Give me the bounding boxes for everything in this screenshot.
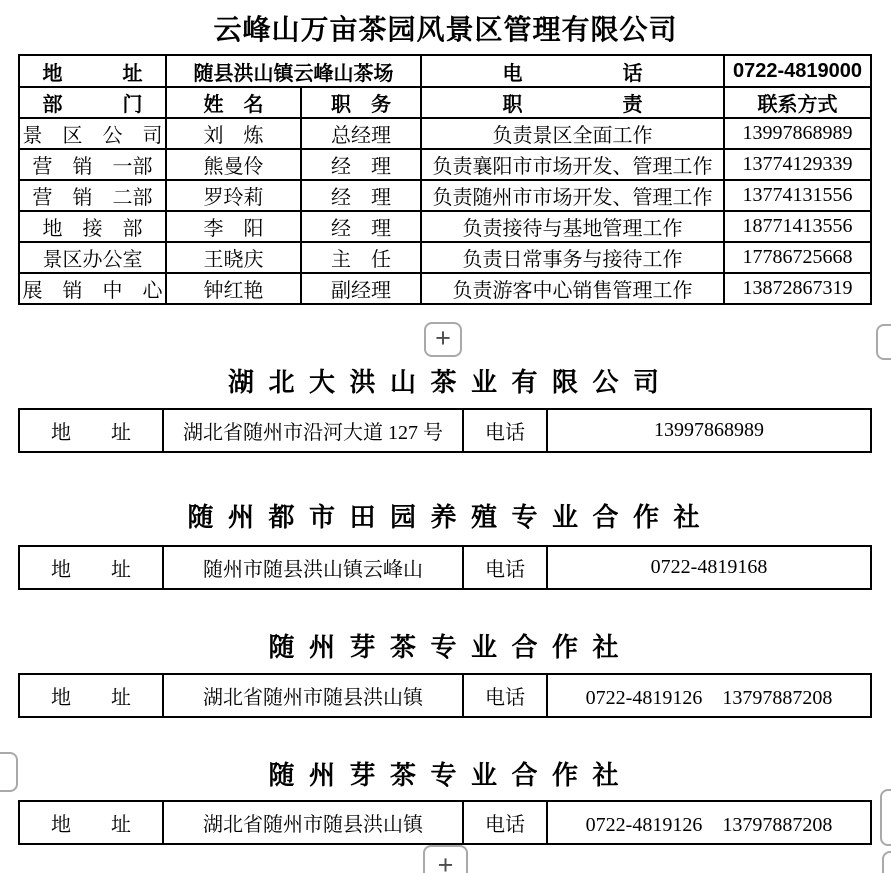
table-row bbox=[19, 409, 871, 452]
insert-button-partial-right-middle[interactable] bbox=[880, 789, 891, 846]
cell-address-value[interactable]: 随州市随县洪山镇云峰山 bbox=[163, 546, 463, 589]
cell-phone[interactable]: 17786725668 bbox=[724, 242, 871, 273]
cell-name[interactable]: 王晓庆 bbox=[166, 242, 301, 273]
cell-position[interactable]: 经 理 bbox=[301, 211, 421, 242]
cell-phone-label[interactable]: 电话 bbox=[463, 801, 547, 844]
header-contact[interactable]: 联系方式 bbox=[724, 87, 871, 118]
table-row bbox=[19, 273, 871, 304]
cell-phone[interactable]: 13774129339 bbox=[724, 149, 871, 180]
cell-phone-value[interactable]: 0722-4819126 13797887208 bbox=[547, 674, 871, 717]
cell-name[interactable]: 钟红艳 bbox=[166, 273, 301, 304]
cell-name[interactable]: 李 阳 bbox=[166, 211, 301, 242]
cell-duty[interactable]: 负责襄阳市市场开发、管理工作 bbox=[421, 149, 724, 180]
cell-address-label[interactable]: 地 址 bbox=[19, 55, 166, 87]
cell-dept[interactable]: 景 区 公 司 bbox=[19, 118, 166, 149]
cell-phone-value[interactable]: 13997868989 bbox=[547, 409, 871, 452]
cell-phone-value[interactable]: 0722-4819126 13797887208 bbox=[547, 801, 871, 844]
cell-dept[interactable]: 地 接 部 bbox=[19, 211, 166, 242]
section1-title: 云峰山万亩茶园风景区管理有限公司 bbox=[213, 15, 678, 46]
cell-duty[interactable]: 负责随州市市场开发、管理工作 bbox=[421, 180, 724, 211]
cell-phone-label[interactable]: 电话 bbox=[463, 674, 547, 717]
company2-contact-table bbox=[18, 408, 872, 453]
cell-phone[interactable]: 18771413556 bbox=[724, 211, 871, 242]
table-row bbox=[19, 149, 871, 180]
cell-phone[interactable]: 13997868989 bbox=[724, 118, 871, 149]
table-row bbox=[19, 546, 871, 589]
cell-duty[interactable]: 负责游客中心销售管理工作 bbox=[421, 273, 724, 304]
cell-duty[interactable]: 负责景区全面工作 bbox=[421, 118, 724, 149]
company3-contact-table bbox=[18, 545, 872, 590]
cell-name[interactable]: 熊曼伶 bbox=[166, 149, 301, 180]
company5-contact-table bbox=[18, 800, 872, 845]
cell-phone[interactable]: 13774131556 bbox=[724, 180, 871, 211]
header-duty[interactable]: 职 责 bbox=[421, 87, 724, 118]
cell-dept[interactable]: 营 销 二部 bbox=[19, 180, 166, 211]
cell-duty[interactable]: 负责接待与基地管理工作 bbox=[421, 211, 724, 242]
cell-address-label[interactable]: 地 址 bbox=[19, 801, 163, 844]
table-row bbox=[19, 55, 871, 87]
cell-address-value[interactable]: 湖北省随州市随县洪山镇 bbox=[163, 801, 463, 844]
cell-address-label[interactable]: 地 址 bbox=[19, 546, 163, 589]
table-row bbox=[19, 180, 871, 211]
table-row bbox=[19, 801, 871, 844]
cell-name[interactable]: 罗玲莉 bbox=[166, 180, 301, 211]
cell-phone-label[interactable]: 电话 bbox=[463, 409, 547, 452]
section2-title: 湖 北 大 洪 山 茶 业 有 限 公 司 bbox=[227, 368, 663, 397]
cell-dept[interactable]: 营 销 一部 bbox=[19, 149, 166, 180]
table-row bbox=[19, 242, 871, 273]
section4-title: 随 州 芽 茶 专 业 合 作 社 bbox=[268, 633, 623, 662]
header-position[interactable]: 职 务 bbox=[301, 87, 421, 118]
cell-position[interactable]: 总经理 bbox=[301, 118, 421, 149]
insert-table-row-button[interactable] bbox=[424, 322, 462, 357]
cell-phone-value[interactable]: 0722-4819000 bbox=[724, 55, 871, 87]
insert-table-row-button-bottom[interactable] bbox=[423, 845, 468, 873]
table-row bbox=[19, 118, 871, 149]
cell-dept[interactable]: 景区办公室 bbox=[19, 242, 166, 273]
cell-position[interactable]: 经 理 bbox=[301, 180, 421, 211]
company4-contact-table bbox=[18, 673, 872, 718]
cell-name[interactable]: 刘 炼 bbox=[166, 118, 301, 149]
table-header-row bbox=[19, 87, 871, 118]
header-dept[interactable]: 部 门 bbox=[19, 87, 166, 118]
company1-contact-table bbox=[18, 54, 872, 305]
header-name[interactable]: 姓 名 bbox=[166, 87, 301, 118]
insert-button-partial-right-bottom[interactable] bbox=[882, 851, 891, 873]
table-row bbox=[19, 674, 871, 717]
plus-icon: + bbox=[435, 323, 451, 353]
cell-address-label[interactable]: 地 址 bbox=[19, 409, 163, 452]
section5-title: 随 州 芽 茶 专 业 合 作 社 bbox=[268, 761, 623, 790]
plus-icon: + bbox=[437, 849, 454, 873]
cell-position[interactable]: 经 理 bbox=[301, 149, 421, 180]
insert-button-partial-right-top[interactable] bbox=[876, 324, 891, 360]
cell-duty[interactable]: 负责日常事务与接待工作 bbox=[421, 242, 724, 273]
cell-address-value[interactable]: 湖北省随州市沿河大道 127 号 bbox=[163, 409, 463, 452]
table-row bbox=[19, 211, 871, 242]
cell-position[interactable]: 主 任 bbox=[301, 242, 421, 273]
cell-address-value[interactable]: 随县洪山镇云峰山茶场 bbox=[166, 55, 421, 87]
cell-position[interactable]: 副经理 bbox=[301, 273, 421, 304]
cell-address-label[interactable]: 地 址 bbox=[19, 674, 163, 717]
cell-phone-value[interactable]: 0722-4819168 bbox=[547, 546, 871, 589]
cell-phone-label[interactable]: 电话 bbox=[463, 546, 547, 589]
cell-phone[interactable]: 13872867319 bbox=[724, 273, 871, 304]
cell-address-value[interactable]: 湖北省随州市随县洪山镇 bbox=[163, 674, 463, 717]
cell-phone-label[interactable]: 电 话 bbox=[421, 55, 724, 87]
cell-dept[interactable]: 展 销 中 心 bbox=[19, 273, 166, 304]
section3-title: 随 州 都 市 田 园 养 殖 专 业 合 作 社 bbox=[187, 503, 704, 532]
